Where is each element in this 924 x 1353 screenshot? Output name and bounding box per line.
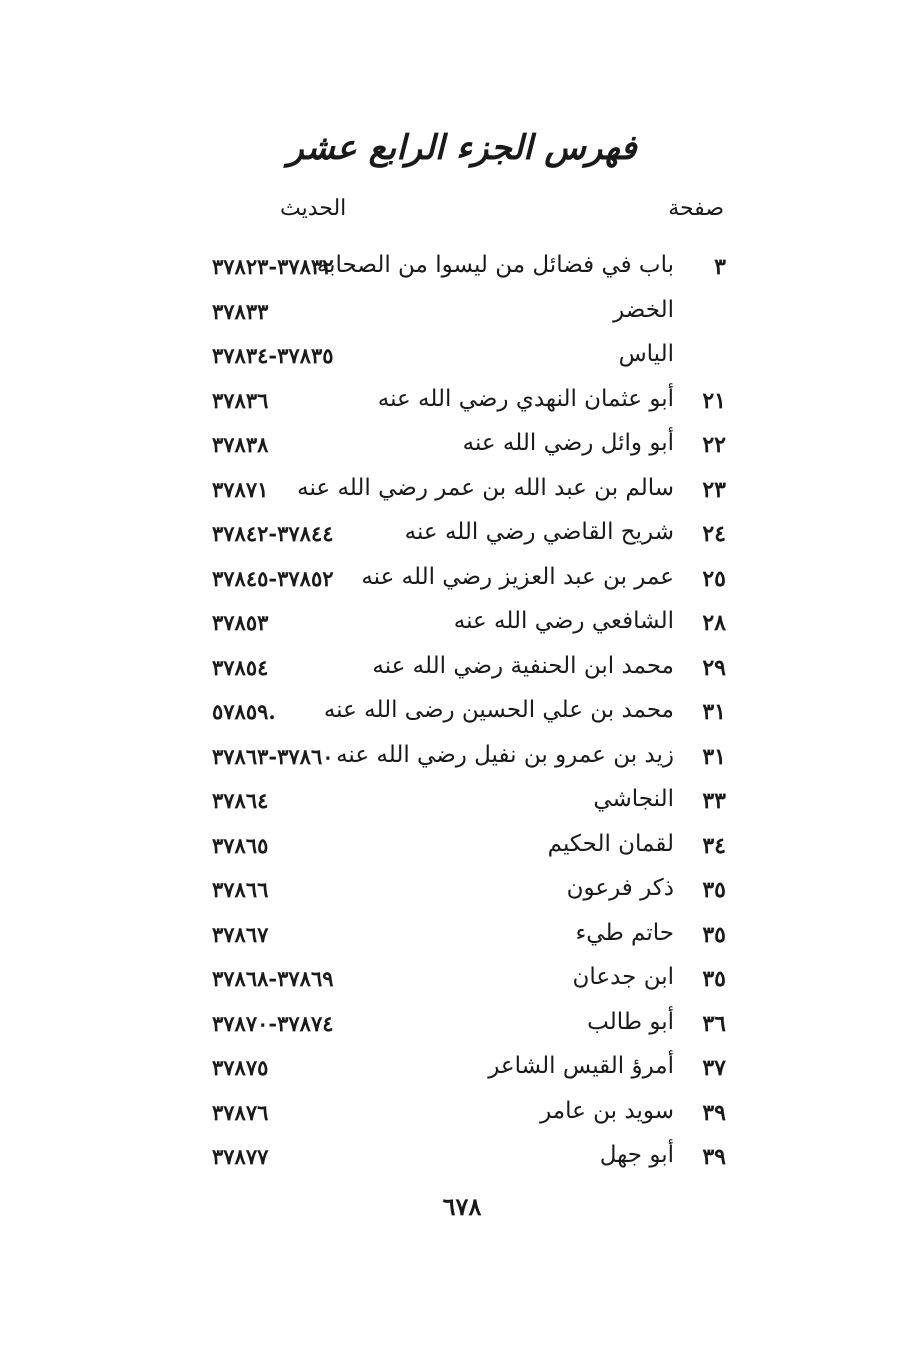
table-row <box>0 297 924 342</box>
page-folio: ٦٧٨ <box>442 1192 482 1221</box>
hadith-number: ٣٧٨٦٠-٣٧٨٦٣ <box>212 743 334 769</box>
entry-name: شريح القاضي رضي الله عنه <box>404 519 674 545</box>
entry-name: الشافعي رضي الله عنه <box>453 608 674 634</box>
hadith-number: ٣٧٨٣٥-٣٧٨٣٤ <box>212 343 334 368</box>
column-header-page: صفحة <box>668 196 724 221</box>
hadith-number: ٣٧٨٦٤ <box>212 788 269 813</box>
table-row <box>0 875 924 920</box>
page-number: ٣٥ <box>702 877 726 903</box>
entry-name: الخضر <box>613 296 674 323</box>
entry-name: زيد بن عمرو بن نفيل رضي الله عنه <box>336 741 674 768</box>
table-row <box>0 252 924 297</box>
hadith-number: ٥٧٨٥٩. <box>212 699 276 724</box>
hadith-number: ٣٧٨٥٤ <box>212 654 269 680</box>
table-row <box>0 1142 924 1187</box>
page-number: ٣٧ <box>702 1055 726 1081</box>
hadith-number: ٣٧٨٦٦ <box>212 877 269 902</box>
table-row <box>0 341 924 386</box>
entry-name: سالم بن عبد الله بن عمر رضي الله عنه <box>297 474 674 501</box>
table-row <box>0 920 924 965</box>
index-table <box>0 252 924 1187</box>
hadith-number: ٣٧٨٦٥ <box>212 832 269 858</box>
hadith-number: ٣٧٨٣٢-٣٧٨٢٣ <box>212 254 334 279</box>
hadith-number: ٣٧٨٣٣ <box>212 298 269 324</box>
hadith-number: ٣٧٨٧٦ <box>212 1099 269 1125</box>
hadith-number: ٣٧٨٤٤-٣٧٨٤٢ <box>212 521 334 546</box>
page-number: ٣٥ <box>702 966 726 992</box>
table-row <box>0 1098 924 1143</box>
table-row <box>0 831 924 876</box>
hadith-number: ٣٧٨٧٥ <box>212 1055 269 1080</box>
entry-name: أبو عثمان النهدي رضي الله عنه <box>377 385 674 412</box>
entry-name: أبو وائل رضي الله عنه <box>462 430 674 456</box>
page-number: ٣٦ <box>702 1010 726 1037</box>
page-number: ٣١ <box>702 743 726 770</box>
table-row <box>0 742 924 787</box>
entry-name: الياس <box>618 341 674 367</box>
page-number: ٢١ <box>702 387 726 414</box>
hadith-number: ٣٧٨٧٤-٣٧٨٧٠ <box>212 1010 334 1036</box>
page-number: ٣٩ <box>702 1144 726 1170</box>
entry-name: ابن جدعان <box>572 964 674 990</box>
page-number: ٣٥ <box>702 921 726 948</box>
entry-name: سويد بن عامر <box>540 1097 674 1124</box>
hadith-number: ٣٧٨٣٦ <box>212 387 269 413</box>
entry-name: أبو جهل <box>599 1142 674 1168</box>
table-row <box>0 519 924 564</box>
table-row <box>0 1009 924 1054</box>
entry-name: محمد بن علي الحسين رضى الله عنه <box>323 697 674 723</box>
entry-name: باب في فضائل من ليسوا من الصحابة <box>316 252 674 278</box>
hadith-number: ٣٧٨٧١ <box>212 476 269 502</box>
page-number: ٣٩ <box>702 1099 726 1126</box>
table-row <box>0 786 924 831</box>
entry-name: عمر بن عبد العزيز رضي الله عنه <box>361 563 674 590</box>
hadith-number: ٣٧٨٥٣ <box>212 610 269 635</box>
page-number: ٣ <box>714 254 726 280</box>
hadith-number: ٣٧٨٧٧ <box>212 1144 269 1169</box>
page-number: ٢٣ <box>702 476 726 503</box>
page-number: ٣٤ <box>702 832 726 859</box>
table-row <box>0 608 924 653</box>
page-number: ٢٨ <box>702 610 726 636</box>
table-row <box>0 430 924 475</box>
hadith-number: ٣٧٨٣٨ <box>212 432 269 457</box>
page-number: ٢٥ <box>702 565 726 592</box>
entry-name: لقمان الحكيم <box>547 830 674 857</box>
table-row <box>0 653 924 698</box>
entry-name: ذكر فرعون <box>566 875 674 901</box>
entry-name: حاتم طيء <box>575 919 674 946</box>
table-row <box>0 1053 924 1098</box>
page-number: ٢٢ <box>702 432 726 458</box>
hadith-number: ٣٧٨٦٩-٣٧٨٦٨ <box>212 966 334 991</box>
entry-name: أمرؤ القيس الشاعر <box>488 1053 674 1079</box>
page-title: فهرس الجزء الرابع عشر <box>287 128 637 168</box>
page-number: ٢٤ <box>702 521 726 547</box>
page-number: ٢٩ <box>702 654 726 681</box>
entry-name: النجاشي <box>593 786 674 812</box>
hadith-number: ٣٧٨٥٢-٣٧٨٤٥ <box>212 565 334 591</box>
hadith-number: ٣٧٨٦٧ <box>212 921 269 947</box>
table-row <box>0 964 924 1009</box>
table-row <box>0 564 924 609</box>
table-row <box>0 386 924 431</box>
entry-name: أبو طالب <box>587 1008 674 1035</box>
entry-name: محمد ابن الحنفية رضي الله عنه <box>372 652 674 679</box>
table-row <box>0 475 924 520</box>
page-number: ٣١ <box>702 699 726 725</box>
table-row <box>0 697 924 742</box>
page-number: ٣٣ <box>702 788 726 814</box>
column-header-hadith: الحديث <box>280 196 347 221</box>
